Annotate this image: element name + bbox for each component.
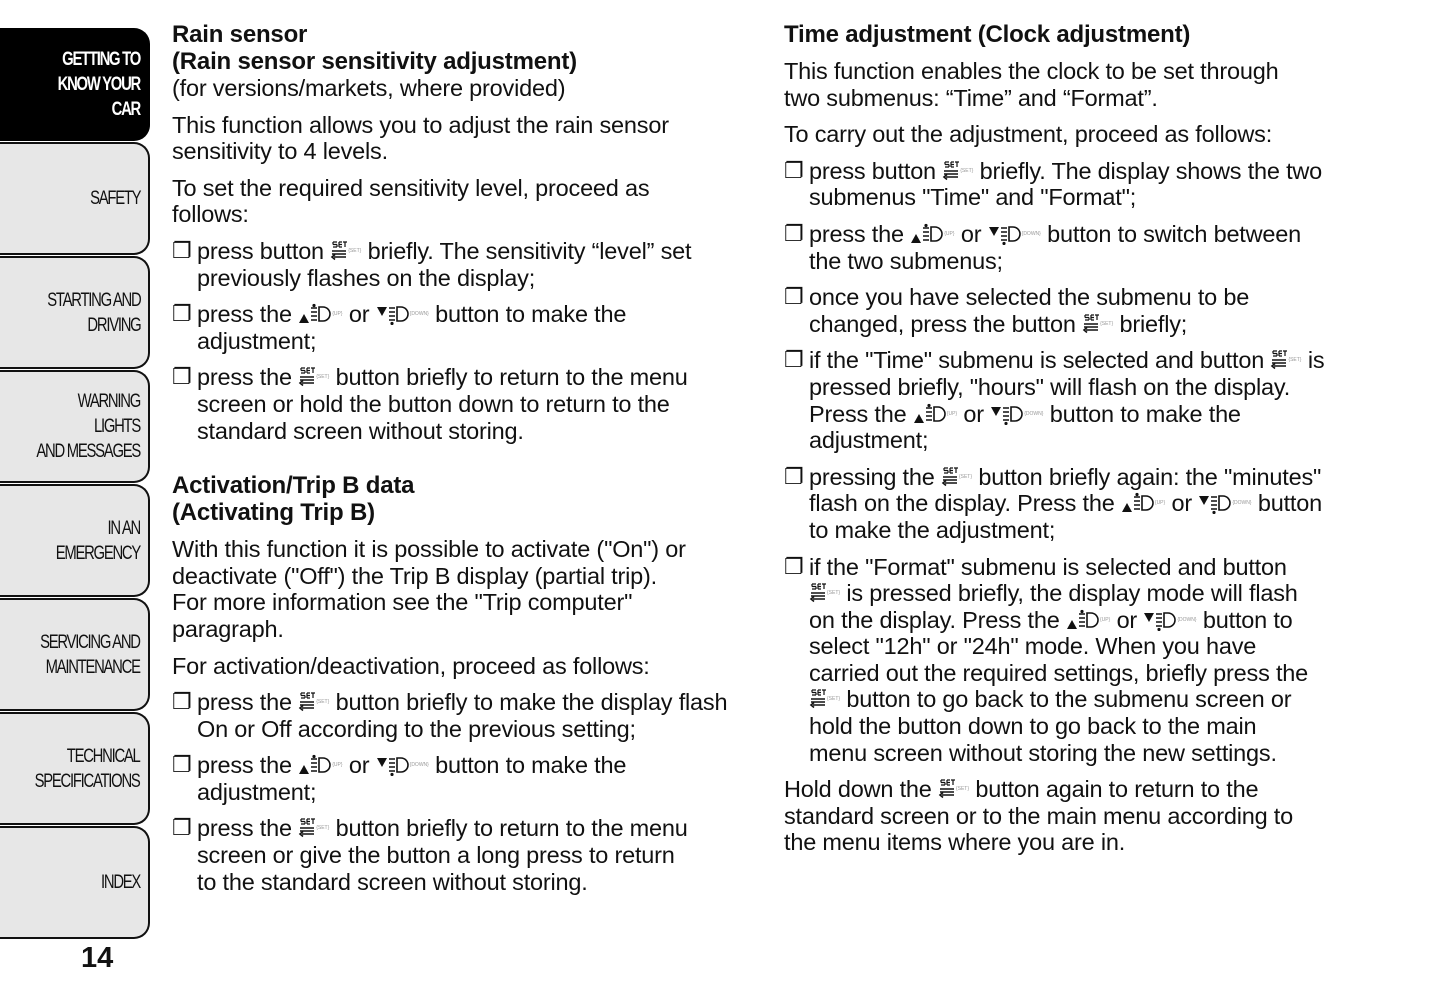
set-button-icon: {SET} <box>1082 311 1113 337</box>
bullet-item <box>784 284 1384 337</box>
paragraph: Hold down the $^{\{SET\}}$ button again to return to the standard screen or to the main menu according to the menu items where you are in. <box>784 776 1293 856</box>
chapter-tab[interactable] <box>0 28 150 141</box>
checkbox-bullet-icon: ❐ <box>172 364 192 390</box>
bullet-text: press the $^{\{UP\}}$ or $^{\{DOWN\}}$ button to make the adjustment; <box>197 752 627 805</box>
section-title: Activation/Trip B data (Activating Trip B) <box>172 472 415 527</box>
chapter-tab-label: SAFETY <box>89 188 140 209</box>
bullet-text: press button $^{\{SET\}}$ briefly. The sensitivity “level” set previously flashes on the display; <box>197 237 692 291</box>
set-button-icon: {SET} <box>330 238 361 264</box>
checkbox-bullet-icon: ❐ <box>172 301 192 327</box>
chapter-tab[interactable] <box>0 142 150 255</box>
section <box>172 472 762 895</box>
headlight-up-icon: {UP} <box>1066 607 1110 633</box>
right-column <box>784 21 1384 856</box>
bullet-text: press the $^{\{SET\}}$ button briefly to return to the menu screen or hold the button down to return to the standard screen without storing. <box>197 364 688 444</box>
headlight-up-icon: {UP} <box>298 301 342 327</box>
bullet-text: press the $^{\{UP\}}$ or $^{\{DOWN\}}$ button to switch between the two submenus; <box>809 220 1302 274</box>
checkbox-bullet-icon: ❐ <box>784 157 804 183</box>
set-button-icon: {SET} <box>941 464 972 490</box>
section-title: Rain sensor (Rain sensor sensitivity adjustment) <box>172 21 577 75</box>
chapter-tab[interactable] <box>0 484 150 597</box>
headlight-down-icon: {DOWN} <box>990 401 1043 427</box>
checkbox-bullet-icon: ❐ <box>172 815 192 841</box>
set-button-icon: {SET} <box>938 776 969 802</box>
bullet-item <box>784 158 1384 211</box>
set-button-icon: {SET} <box>298 815 329 841</box>
paragraph: With this function it is possible to activate ("On") or deactivate ("Off") the Trip B display (partial trip). For more information see the "Trip computer" paragraph. <box>172 536 686 642</box>
page-number: 14 <box>81 942 114 974</box>
section-title: Time adjustment (Clock adjustment) <box>784 21 1191 48</box>
checkbox-bullet-icon: ❐ <box>784 463 804 489</box>
headlight-up-icon: {UP} <box>298 752 342 778</box>
bullet-item <box>784 347 1384 453</box>
headlight-down-icon: {DOWN} <box>1198 490 1251 516</box>
headlight-up-icon: {UP} <box>913 401 957 427</box>
paragraph: For activation/deactivation, proceed as follows: <box>172 652 650 679</box>
chapter-tab-label: WARNING LIGHTS AND MESSAGES <box>36 391 140 462</box>
chapter-tab-label: STARTING AND DRIVING <box>46 289 140 336</box>
chapter-tab-label: TECHNICAL SPECIFICATIONS <box>35 745 140 792</box>
checkbox-bullet-icon: ❐ <box>172 689 192 715</box>
bullet-text: if the "Format" submenu is selected and button $^{\{SET\}}$ is pressed briefly, the display mode will flash on the display. Press the $^{\{UP\}}$ or $^{\{DOWN\}}$ button to select "12h" or "24h" mode. When you have carried out the required settings, briefly press the $^{\{SET\}}$ button to go back to the submenu screen or hold the button down to go back to the main menu screen without storing the new settings. <box>809 553 1309 766</box>
bullet-text: pressing the $^{\{SET\}}$ button briefly again: the "minutes" flash on the display. Press the $^{\{UP\}}$ or $^{\{DOWN\}}$ button to make the adjustment; <box>809 463 1322 543</box>
paragraph: To set the required sensitivity level, proceed as follows: <box>172 174 650 228</box>
chapter-tab-label: SERVICING AND MAINTENANCE <box>40 631 140 678</box>
set-button-icon: {SET} <box>809 580 840 606</box>
bullet-item <box>172 364 762 444</box>
set-button-icon: {SET} <box>809 686 840 712</box>
chapter-tab-label: GETTING TO KNOW YOUR CAR <box>57 49 140 120</box>
headlight-up-icon: {UP} <box>1121 490 1165 516</box>
chapter-tabs <box>0 28 150 940</box>
paragraph: (for versions/markets, where provided) <box>172 75 566 101</box>
checkbox-bullet-icon: ❐ <box>784 284 804 310</box>
bullet-text: press the $^{\{SET\}}$ button briefly to make the display flash On or Off according to the previous setting; <box>197 689 728 742</box>
checkbox-bullet-icon: ❐ <box>172 752 192 778</box>
set-button-icon: {SET} <box>1270 347 1301 373</box>
checkbox-bullet-icon: ❐ <box>172 237 192 263</box>
left-column <box>172 21 762 895</box>
chapter-tab[interactable] <box>0 712 150 825</box>
bullet-item <box>784 464 1384 544</box>
checkbox-bullet-icon: ❐ <box>784 553 804 579</box>
headlight-down-icon: {DOWN} <box>376 301 429 327</box>
chapter-tab-label: INDEX <box>100 872 140 893</box>
set-button-icon: {SET} <box>942 158 973 184</box>
paragraph: To carry out the adjustment, proceed as follows: <box>784 121 1273 148</box>
bullet-item <box>784 554 1384 767</box>
checkbox-bullet-icon: ❐ <box>784 220 804 246</box>
bullet-item <box>784 221 1384 274</box>
bullet-text: press button $^{\{SET\}}$ briefly. The display shows the two submenus "Time" and "Format"; <box>809 157 1323 211</box>
paragraph: This function enables the clock to be set through two submenus: “Time” and “Format”. <box>784 58 1279 111</box>
chapter-tab[interactable] <box>0 256 150 369</box>
bullet-item <box>172 689 762 742</box>
section <box>784 21 1384 856</box>
set-button-icon: {SET} <box>298 364 329 390</box>
bullet-text: once you have selected the submenu to be changed, press the button $^{\{SET\}}$ briefly; <box>809 284 1250 337</box>
paragraph: This function allows you to adjust the rain sensor sensitivity to 4 levels. <box>172 111 669 165</box>
checkbox-bullet-icon: ❐ <box>784 347 804 373</box>
chapter-tab[interactable] <box>0 370 150 483</box>
chapter-tab[interactable] <box>0 826 150 939</box>
bullet-text: press the $^{\{SET\}}$ button briefly to return to the menu screen or give the button a long press to return to the standard screen without storing. <box>197 815 688 895</box>
bullet-item <box>172 752 762 805</box>
bullet-text: press the $^{\{UP\}}$ or $^{\{DOWN\}}$ button to make the adjustment; <box>197 301 627 354</box>
bullet-text: if the "Time" submenu is selected and button $^{\{SET\}}$ is pressed briefly, "hours" will flash on the display. Press the $^{\{UP\}}$ or $^{\{DOWN\}}$ button to make the adjustment; <box>809 347 1325 454</box>
set-button-icon: {SET} <box>298 689 329 715</box>
chapter-tab-label: IN AN EMERGENCY <box>55 517 140 564</box>
headlight-down-icon: {DOWN} <box>988 221 1041 247</box>
headlight-down-icon: {DOWN} <box>1143 607 1196 633</box>
section <box>172 21 762 444</box>
bullet-item <box>172 301 762 354</box>
bullet-item <box>172 815 762 895</box>
bullet-item <box>172 238 762 291</box>
headlight-down-icon: {DOWN} <box>376 752 429 778</box>
chapter-tab[interactable] <box>0 598 150 711</box>
headlight-up-icon: {UP} <box>910 221 954 247</box>
